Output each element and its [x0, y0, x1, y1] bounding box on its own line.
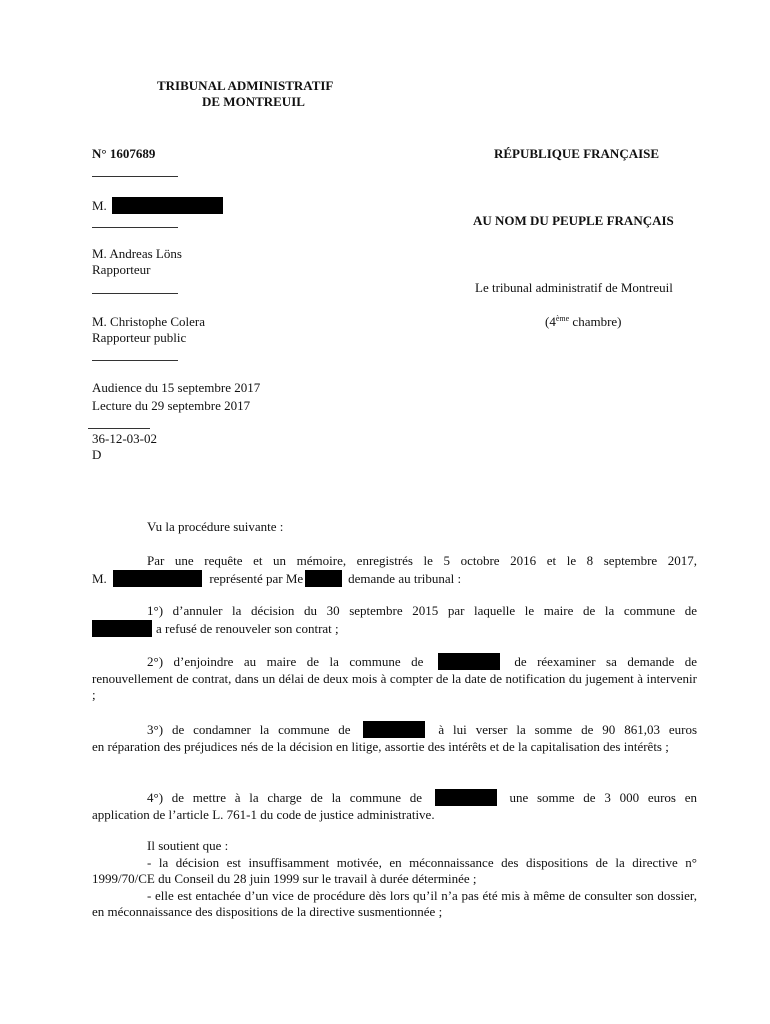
party-prefix: M. [92, 198, 107, 213]
paragraph-claim-2: 2°) d’enjoindre au maire de la commune de de réexaminer sa demande de renouvellement de contrat, dans un délai de deux mois à compter de la date de notification du jugement à intervenir ; [92, 654, 697, 702]
separator-rule [88, 428, 150, 429]
chamber-superscript: ème [555, 314, 570, 323]
redacted-commune-name [435, 789, 497, 806]
tribunal-line: Le tribunal administratif de Montreuil [475, 280, 673, 295]
intro-line: Vu la procédure suivante : [147, 519, 284, 534]
redacted-party-name [112, 197, 223, 214]
separator-rule [92, 293, 178, 294]
redacted-commune-name [92, 620, 152, 637]
argument-item: - la décision est insuffisamment motivée, en méconnaissance des dispositions de la directive n° 1999/70/CE du Conseil du 28 juin 1999 sur le travail à durée déterminée ; [92, 854, 697, 886]
rapporteur-name: M. Andreas Löns [92, 246, 182, 261]
separator-rule [92, 360, 178, 361]
separator-rule [92, 227, 178, 228]
paragraph-arguments: Il soutient que : - la décision est insuffisamment motivée, en méconnaissance des dispositions de la directive n° 1999/70/CE du Conseil du 28 juin 1999 sur le travail à durée déterminée ; - elle est entachée d’un vice de procédure dès lors qu’il n’a pas été mis à même de consulter son dossier, en méconnaissance des dispositions de la directive susmentionnée ; [92, 838, 697, 919]
public-rapporteur-name: M. Christophe Colera [92, 314, 206, 329]
paragraph-request: Par une requête et un mémoire, enregistrés le 5 octobre 2016 et le 8 septembre 2017, M. représenté par Me demande au tribunal : [92, 553, 697, 586]
separator-rule [92, 176, 178, 177]
case-number: N° 1607689 [92, 146, 156, 161]
redacted-commune-name [438, 653, 500, 670]
reading-date: Lecture du 29 septembre 2017 [92, 398, 251, 413]
paragraph-claim-1: 1°) d’annuler la décision du 30 septembre 2015 par laquelle le maire de la commune de a refusé de renouveler son contrat ; [92, 603, 697, 637]
party-line [92, 197, 223, 214]
hearing-date: Audience du 15 septembre 2017 [92, 380, 261, 395]
classification-letter: D [92, 447, 102, 462]
public-rapporteur-role: Rapporteur public [92, 330, 187, 345]
argument-item: - elle est entachée d’un vice de procédure dès lors qu’il n’a pas été mis à même de consulter son dossier, en méconnaissance des dispositions de la directive susmentionnée ; [92, 887, 697, 919]
court-name-line2: DE MONTREUIL [202, 94, 305, 109]
redacted-lawyer-name [305, 570, 342, 587]
chamber-line: (4ème chambre) [545, 314, 622, 329]
redacted-commune-name [363, 721, 425, 738]
paragraph-claim-3: 3°) de condamner la commune de à lui verser la somme de 90 861,03 euros en réparation des préjudices nés de la décision en litige, assortie des intérêts et de la capitalisation des intérêts ; [92, 722, 698, 754]
paragraph-claim-4: 4°) de mettre à la charge de la commune de une somme de 3 000 euros en application de l’article L. 761-1 du code de justice administrative. [92, 790, 697, 822]
redacted-party-name [113, 570, 202, 587]
court-name-line1: TRIBUNAL ADMINISTRATIF [157, 78, 334, 93]
republic-title: RÉPUBLIQUE FRANÇAISE [494, 146, 660, 161]
classification-code: 36-12-03-02 [92, 431, 157, 446]
in-the-name-title: AU NOM DU PEUPLE FRANÇAIS [473, 213, 674, 228]
rapporteur-role: Rapporteur [92, 262, 151, 277]
